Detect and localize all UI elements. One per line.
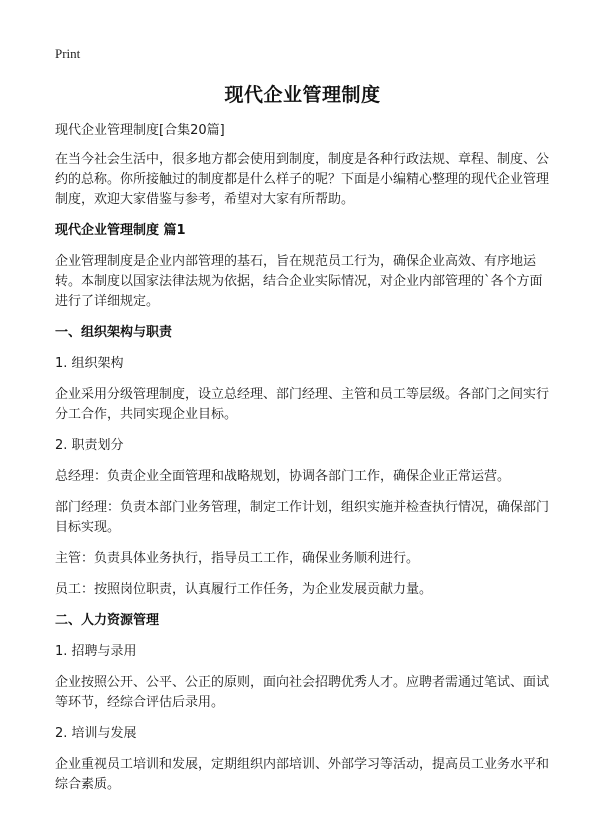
document-subtitle: 现代企业管理制度[合集20篇] bbox=[55, 123, 225, 138]
document-body bbox=[55, 80, 550, 806]
recruitment-paragraph: 企业按照公开、公平、公正的原则，面向社会招聘优秀人才。应聘者需通过笔试、面试等环节，经综合评估后录用。 bbox=[55, 675, 550, 710]
duty-department-manager: 部门经理：负责本部门业务管理，制定工作计划，组织实施并检查执行情况，确保部门目标实现。 bbox=[55, 500, 550, 535]
intro-paragraph: 在当今社会生活中，很多地方都会使用到制度，制度是各种行政法规、章程、制度、公约的总称。你所接触过的制度都是什么样子的呢？下面是小编精心整理的现代企业管理制度，欢迎大家借鉴与参考，希望对大家有所帮助。 bbox=[55, 152, 550, 207]
section-heading-hr: 二、人力资源管理 bbox=[55, 613, 160, 628]
training-paragraph: 企业重视员工培训和发展，定期组织内部培训、外部学习等活动，提高员工业务水平和综合素质。 bbox=[55, 757, 550, 792]
subheading-training: 2. 培训与发展 bbox=[55, 726, 137, 741]
page-title: 现代企业管理制度 bbox=[224, 84, 381, 106]
subheading-org-structure: 1. 组织架构 bbox=[55, 356, 124, 371]
print-link[interactable]: Print bbox=[55, 46, 81, 61]
subheading-recruitment: 1. 招聘与录用 bbox=[55, 644, 137, 659]
duty-supervisor: 主管：负责具体业务执行，指导员工工作，确保业务顺利进行。 bbox=[55, 551, 420, 566]
duty-general-manager: 总经理：负责企业全面管理和战略规划，协调各部门工作，确保企业正常运营。 bbox=[55, 469, 511, 484]
org-structure-paragraph: 企业采用分级管理制度，设立总经理、部门经理、主管和员工等层级。各部门之间实行分工合作，共同实现企业目标。 bbox=[55, 387, 550, 422]
section-heading-organization: 一、组织架构与职责 bbox=[55, 325, 173, 340]
article-lead-paragraph: 企业管理制度是企业内部管理的基石，旨在规范员工行为，确保企业高效、有序地运转。本制度以国家法律法规为依据，结合企业实际情况，对企业内部管理的`各个方面进行了详细规定。 bbox=[55, 254, 543, 309]
article-heading: 现代企业管理制度 篇1 bbox=[55, 223, 186, 238]
duty-employee: 员工：按照岗位职责，认真履行工作任务，为企业发展贡献力量。 bbox=[55, 582, 433, 597]
subheading-duties: 2. 职责划分 bbox=[55, 438, 124, 453]
